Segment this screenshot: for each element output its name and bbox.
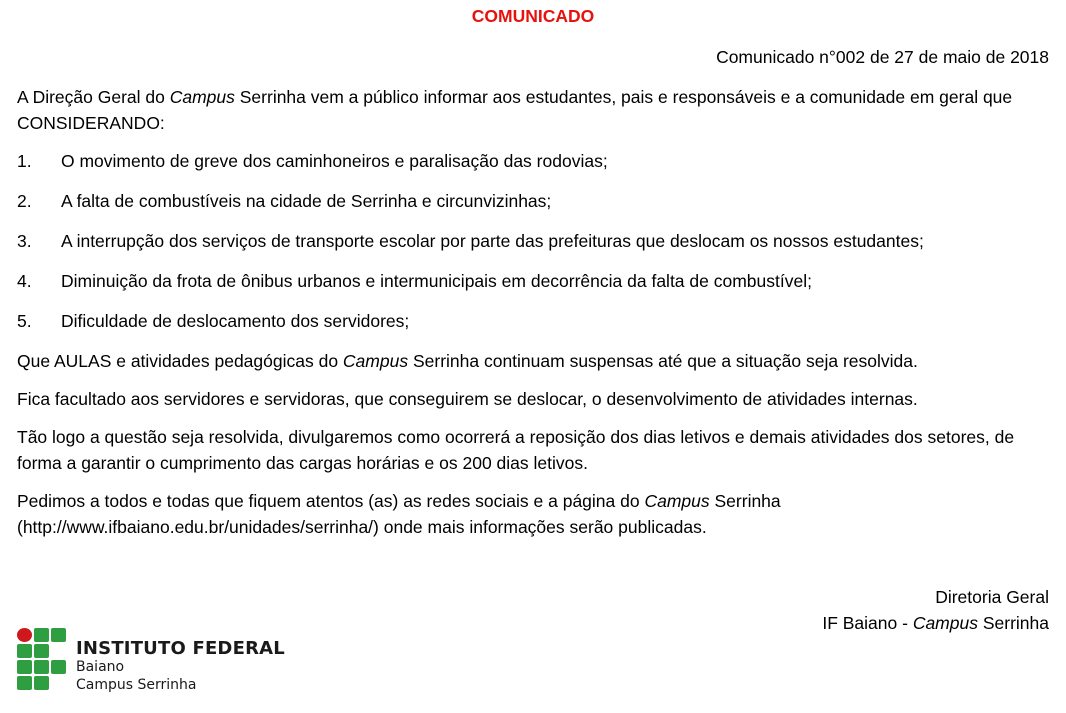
logo-square xyxy=(17,676,32,690)
list-item-number: 4. xyxy=(17,271,32,291)
logo-square xyxy=(51,628,66,642)
document-reference: Comunicado n°002 de 27 de maio de 2018 xyxy=(716,47,1049,67)
signature-line-1: Diretoria Geral xyxy=(935,587,1049,607)
logo-square xyxy=(17,644,32,658)
considerations-list xyxy=(17,148,1052,334)
logo-campus: Campus Serrinha xyxy=(76,677,197,693)
list-item-number: 3. xyxy=(17,231,32,251)
list-item-text: O movimento de greve dos caminhoneiros e paralisação das rodovias; xyxy=(61,151,608,171)
list-item-number: 2. xyxy=(17,191,32,211)
classes-suspended-paragraph: Que AULAS e atividades pedagógicas do Campus Serrinha continuam suspensas até que a situação seja resolvida. xyxy=(17,351,918,371)
attention-paragraph: Pedimos a todos e todas que fiquem atentos (as) as redes sociais e a página do Campus Serrinha (http://www.ifbaiano.edu.br/unidades/serrinha/) onde mais informações serão publicadas. xyxy=(17,491,781,537)
list-item-text: Diminuição da frota de ônibus urbanos e intermunicipais em decorrência da falta de combustível; xyxy=(61,271,812,291)
list-item-text: A falta de combustíveis na cidade de Serrinha e circunvizinhas; xyxy=(61,191,552,211)
logo-square xyxy=(17,660,32,674)
logo-mark xyxy=(17,628,66,690)
logo-dot-red xyxy=(17,628,32,642)
list-item xyxy=(17,268,1052,294)
page-title: COMUNICADO xyxy=(471,6,595,26)
replacement-paragraph: Tão logo a questão seja resolvida, divulgaremos como ocorrerá a reposição dos dias letivos e demais atividades dos setores, de forma a garantir o cumprimento das cargas horárias e os 200 dias letivos. xyxy=(17,427,1015,473)
signature-block xyxy=(822,584,1049,636)
logo-square xyxy=(34,644,49,658)
logo-name: INSTITUTO FEDERAL xyxy=(76,638,285,659)
staff-paragraph: Fica facultado aos servidores e servidoras, que conseguirem se deslocar, o desenvolvimento de atividades internas. xyxy=(17,389,918,409)
list-item xyxy=(17,228,1052,254)
list-item-number: 1. xyxy=(17,151,32,171)
intro-paragraph: A Direção Geral do Campus Serrinha vem a público informar aos estudantes, pais e responsáveis e a comunidade em geral que CONSIDERANDO: xyxy=(17,87,1013,133)
list-item xyxy=(17,308,1052,334)
document-body xyxy=(17,84,1052,552)
logo-square xyxy=(51,660,66,674)
list-item xyxy=(17,188,1052,214)
list-item-number: 5. xyxy=(17,311,32,331)
list-item-text: A interrupção dos serviços de transporte escolar por parte das prefeituras que deslocam os nossos estudantes; xyxy=(61,231,924,251)
logo-subtitle: Baiano xyxy=(76,659,125,675)
list-item xyxy=(17,148,1052,174)
logo-square xyxy=(34,660,49,674)
logo-square xyxy=(34,628,49,642)
institution-logo xyxy=(17,628,285,698)
logo-square xyxy=(34,676,49,690)
signature-line-2: IF Baiano - Campus Serrinha xyxy=(822,613,1049,633)
list-item-text: Dificuldade de deslocamento dos servidores; xyxy=(61,311,410,331)
logo-text xyxy=(76,628,285,694)
